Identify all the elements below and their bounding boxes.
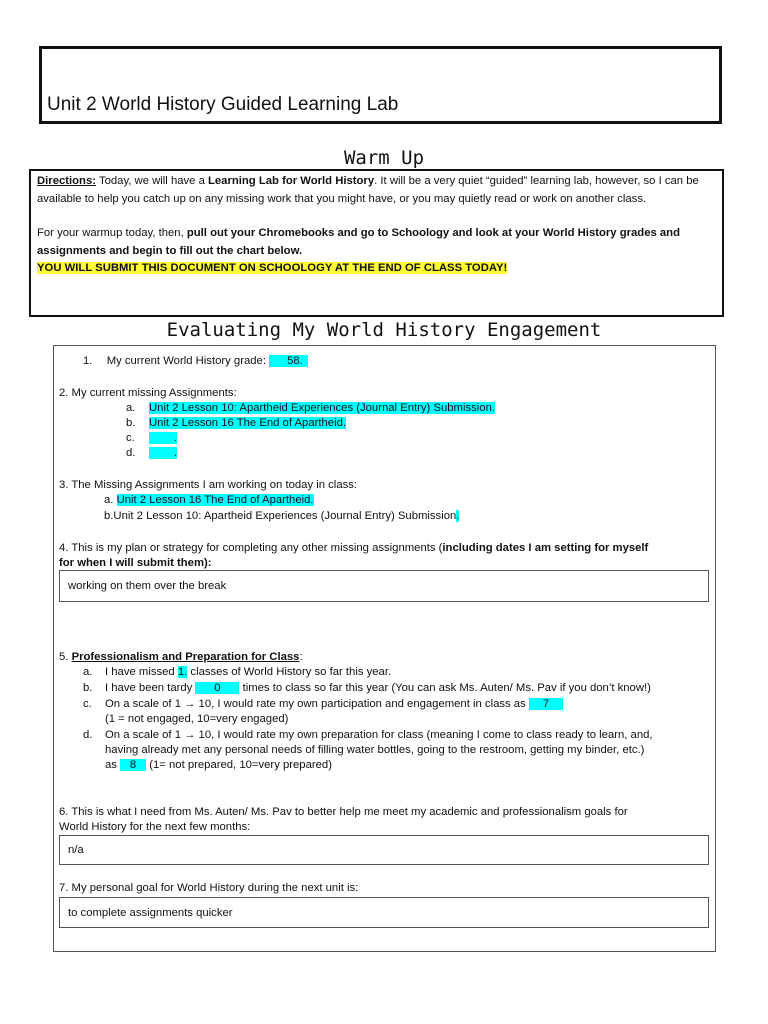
q5-a-number: 1 (177, 666, 185, 678)
q6-line-2: World History for the next few months: (59, 821, 251, 833)
submit-notice: YOU WILL SUBMIT THIS DOCUMENT ON SCHOOLOGY AT THE END OF CLASS TODAY! (37, 262, 508, 274)
q3-item-b-highlight[interactable]: . (456, 510, 460, 522)
q3-item-a-value[interactable]: Unit 2 Lesson 16 The End of Apartheid. (116, 494, 314, 506)
q3-label: 3. The Missing Assignments I am working on today in class: (59, 479, 358, 491)
q5-b-pre: I have been tardy (105, 682, 196, 694)
q5-d-value[interactable]: 8 (120, 759, 146, 771)
q2-letter-c: c. (126, 432, 135, 444)
q5-item-d (105, 759, 332, 771)
q4-bold-2: for when I will submit them): (59, 557, 212, 569)
q5-d-post: (1= not prepared, 10=very prepared) (146, 759, 332, 771)
q2-item-c[interactable]: . (149, 432, 177, 444)
q5-letter-c: c. (83, 698, 92, 710)
q5-d-line-1: On a scale of 1 → 10, I would rate my own preparation for class (meaning I come to class ready to learn, and, (105, 729, 653, 741)
q4-answer: working on them over the break (68, 580, 227, 592)
q5-c-scale: (1 = not engaged, 10=very engaged) (105, 713, 289, 725)
q2-letter-a: a. (126, 402, 136, 414)
directions-text-2: . It will be a very quiet “guided” learning lab, however, so I can be available to help you catch up on any missing work that you might have, or you may quietly read or work on another class. (37, 175, 699, 205)
q5-letter-d: d. (83, 729, 93, 741)
q2-item-a[interactable]: Unit 2 Lesson 10: Apartheid Experiences (Journal Entry) Submission. (149, 402, 495, 414)
document-title: Unit 2 World History Guided Learning Lab (47, 94, 399, 115)
q6-answer: n/a (68, 844, 84, 856)
q5-number: 5. (59, 651, 72, 663)
q5-b-value[interactable]: 0 (195, 682, 239, 694)
directions-box (29, 169, 724, 317)
title-box (39, 46, 722, 124)
q5-letter-a: a. (83, 666, 93, 678)
q7-answer-box[interactable] (59, 897, 709, 928)
directions-bold-2: pull out your Chromebooks and go to Schoology and look at your World History grades and assignments and begin to fill out the chart below. (37, 227, 680, 257)
q7-label: 7. My personal goal for World History during the next unit is: (59, 882, 359, 894)
q5-d-pre: as (105, 759, 121, 771)
evaluation-heading: Evaluating My World History Engagement (166, 319, 602, 341)
q2-letter-d: d. (126, 447, 136, 459)
q6-line-1: 6. This is what I need from Ms. Auten/ Ms. Pav to better help me meet my academic and professionalism goals for (59, 806, 628, 818)
q5-heading (59, 651, 303, 663)
q6-answer-box[interactable] (59, 835, 709, 865)
q4-label: 4. This is my plan or strategy for completing any other missing assignments ( (59, 542, 443, 554)
q5-d-line-2: having already met any personal needs of filling water bottles, going to the restroom, getting my binder, etc.) (105, 744, 645, 756)
q5-item-a (105, 666, 391, 678)
q4-answer-box[interactable] (59, 570, 709, 602)
q4-bold-1: including dates I am setting for myself (442, 542, 649, 554)
q2-item-d[interactable]: . (149, 447, 177, 459)
directions-bold-1: Learning Lab for World History (208, 175, 375, 187)
q5-item-b (105, 682, 651, 694)
q2-label: 2. My current missing Assignments: (59, 387, 237, 399)
q2-letter-b: b. (126, 417, 136, 429)
q5-a-value[interactable] (178, 666, 187, 678)
directions-text-1: Today, we will have a (96, 175, 208, 187)
q5-colon: : (299, 651, 303, 663)
q7-answer: to complete assignments quicker (68, 906, 233, 919)
directions-text-3: For your warmup today, then, (37, 227, 187, 239)
q5-label: Professionalism and Preparation for Class (71, 651, 300, 663)
warmup-heading: Warm Up (343, 147, 425, 169)
q3-item-b (104, 510, 459, 522)
q2-item-b[interactable]: Unit 2 Lesson 16 The End of Apartheid. (149, 417, 346, 429)
directions-label: Directions: (37, 175, 97, 187)
q5-a-tail: . (184, 666, 188, 678)
q4-prompt-line-1 (59, 542, 648, 554)
q5-b-post: times to class so far this year (You can ask Ms. Auten/ Ms. Pav if you don’t know!) (239, 682, 651, 694)
q5-c-value[interactable]: 7 (529, 698, 563, 710)
q3-item-a (104, 494, 314, 506)
q1-number: 1. (83, 355, 93, 367)
q1-label: My current World History grade: (106, 355, 266, 367)
q1-row (83, 355, 308, 367)
q5-a-post: classes of World History so far this year. (187, 666, 392, 678)
q5-letter-b: b. (83, 682, 93, 694)
q5-a-pre: I have missed (105, 666, 178, 678)
q3-letter-a: a. (104, 494, 117, 506)
q1-grade-value[interactable]: 58. (269, 355, 308, 367)
q5-item-c (105, 698, 563, 710)
evaluation-box (53, 345, 716, 952)
q3-item-b-text: b.Unit 2 Lesson 10: Apartheid Experiences (Journal Entry) Submission (104, 510, 457, 522)
q5-c-pre: On a scale of 1 → 10, I would rate my own participation and engagement in class as (105, 698, 529, 710)
